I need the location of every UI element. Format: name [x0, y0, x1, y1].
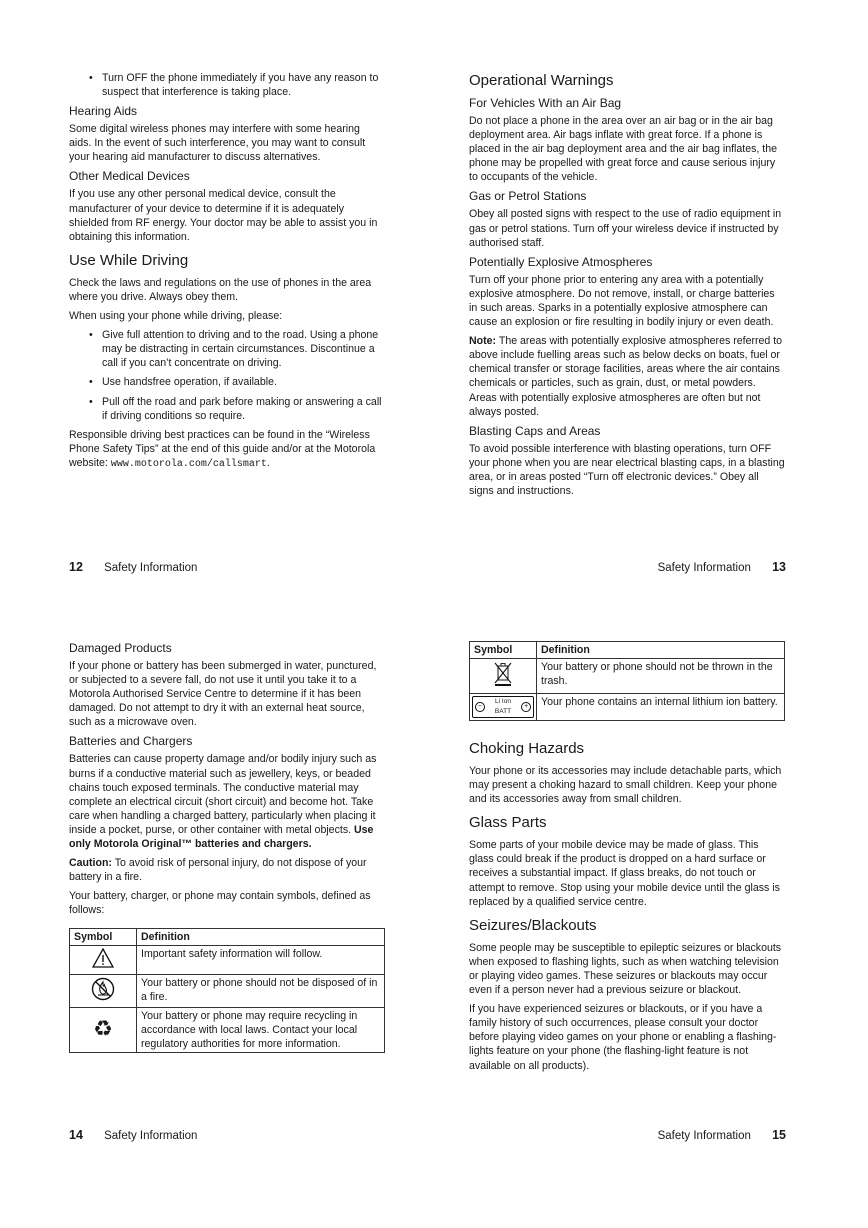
callsmart-text: Responsible driving best practices can be found in the “Wireless Phone Safety Tips” at the end of this guide and/or at the Motorola website: [69, 428, 376, 469]
paragraph: Some digital wireless phones may interfere with some hearing aids. In the event of such interference, you may want to consult your hearing aid manufacturer to discuss alternatives. [69, 123, 366, 164]
section-heading: Gas or Petrol Stations [469, 189, 587, 204]
list-item: • Turn OFF the phone immediately if you have any reason to suspect that interference is taking place. [69, 71, 385, 99]
interference-bullet-list [69, 71, 385, 99]
page-number: 15 [772, 1128, 786, 1142]
definition-cell: Important safety information will follow. [137, 945, 385, 974]
page-12-body [69, 71, 385, 477]
paragraph: Do not place a phone in the area over an air bag or in the air bag deployment area. Air bags inflate with great force. If a phone is placed in the air bag deployment area and the air bag inflates, the phone may be propelled with great force and cause serious injury to occupants of the vehicle. [469, 115, 778, 184]
section-heading: Hearing Aids [69, 104, 138, 119]
paragraph [69, 752, 385, 851]
section-heading: Potentially Explosive Atmospheres [469, 254, 653, 269]
section-heading: For Vehicles With an Air Bag [469, 96, 622, 110]
table-row [470, 694, 785, 721]
table-row [70, 945, 385, 974]
page-15-body [469, 631, 785, 1078]
symbol-cell [70, 974, 137, 1007]
paragraph: Check the laws and regulations on the use of phones in the area where you drive. Always obey them. [69, 276, 372, 303]
recycle-icon: ♻ [93, 1016, 113, 1042]
list-item: • Give full attention to driving and to the road. Using a phone may be distracting in certain circumstances. Discontinue a call if you can’t concentrate on driving. [69, 328, 385, 370]
paragraph: To avoid possible interference with blasting operations, turn OFF your phone when you are near electrical blasting caps, in a blasting area, or in areas posted “Turn off electronic devices.” Obey all signs and instructions. [469, 442, 785, 497]
section-title: Choking Hazards [469, 740, 585, 757]
no-fire-icon [91, 977, 115, 1001]
table-header-row [70, 928, 385, 945]
section-heading: Other Medical Devices [69, 169, 190, 184]
footer-label: Safety Information [657, 562, 751, 574]
paragraph: Responsible driving best practices can be found in the “Wireless Phone Safety Tips” at the end of this guide and/or at the Motorola website: www.motorola.com/callsmart. [69, 428, 376, 470]
symbol-cell [470, 659, 537, 694]
symbol-table [69, 928, 385, 1053]
section-heading: Batteries and Chargers [69, 734, 193, 749]
symbol-cell [70, 1007, 137, 1052]
paragraph: If you use any other personal medical device, consult the manufacturer of your device to determine if it is adequately shielded from RF energy. Your doctor may be able to assist you in obtaining this information. [69, 188, 378, 243]
driving-bullet-list [69, 328, 385, 423]
page-number: 14 [69, 1128, 83, 1142]
column-header-definition: Definition [537, 642, 785, 659]
list-item: • Use handsfree operation, if available. [69, 375, 385, 389]
minus-terminal-icon: − [475, 702, 485, 712]
column-header-definition: Definition [137, 928, 385, 945]
symbol-table [469, 641, 785, 721]
list-item: • Pull off the road and park before making or answering a call if driving conditions so require. [69, 395, 385, 423]
paragraph: Obey all posted signs with respect to the use of radio equipment in gas or petrol stations. Turn off your wireless device if instructed by authorised staff. [469, 208, 782, 249]
note-paragraph [469, 334, 785, 419]
batteries-bold-text: Use only Motorola Original™ batteries and chargers. [69, 823, 374, 851]
note-label: Note: [469, 335, 497, 348]
battery-label: Li Ion BATT [494, 698, 512, 715]
warning-triangle-icon [92, 948, 114, 968]
callsmart-link[interactable]: www.motorola.com/callsmart [110, 458, 267, 470]
paragraph: Your battery, charger, or phone may contain symbols, defined as follows: [69, 890, 371, 917]
batteries-text: Batteries can cause property damage and/or bodily injury such as burns if a conductive material such as jewellery, keys, or beaded chains touch exposed terminals. The conductive material may complete an electrical circuit (short circuit) and become hot. Take care when handling a charged battery, particularly when placing it inside a pocket, purse, or other container with metal objects. [69, 753, 377, 836]
table-row [70, 974, 385, 1007]
footer-label: Safety Information [104, 1130, 198, 1142]
definition-cell: Your phone contains an internal lithium ion battery. [537, 694, 785, 721]
li-ion-battery-icon [472, 696, 534, 718]
footer-label: Safety Information [104, 562, 198, 574]
paragraph: If your phone or battery has been submerged in water, punctured, or subjected to a severe fall, do not use it until you take it to a Motorola Authorised Service Centre to determine if it has been damaged. Do not attempt to dry it with an external heat source, such as a microwave oven. [69, 660, 377, 729]
definition-cell: Your battery or phone should not be thrown in the trash. [537, 659, 785, 694]
page-title: Operational Warnings [469, 72, 614, 89]
column-header-symbol: Symbol [70, 928, 137, 945]
column-header-symbol: Symbol [470, 642, 537, 659]
table-row [470, 659, 785, 694]
page-footer-15 [658, 1128, 786, 1142]
caution-text: To avoid risk of personal injury, do not dispose of your battery in a fire. [69, 857, 367, 884]
table-row [70, 1007, 385, 1052]
section-heading: Damaged Products [69, 641, 172, 655]
page-title: Use While Driving [69, 251, 189, 269]
page-14-body [69, 637, 385, 1053]
caution-paragraph [69, 856, 385, 884]
paragraph: Your phone or its accessories may include detachable parts, which may present a choking hazard to small children. Keep your phone and its accessories away from small children. [469, 765, 782, 806]
paragraph: When using your phone while driving, please: [69, 310, 283, 323]
section-title: Glass Parts [469, 814, 547, 832]
page-footer-12 [69, 560, 197, 574]
page-footer-14 [69, 1128, 197, 1142]
definition-cell: Your battery or phone should not be disposed of in a fire. [137, 974, 385, 1007]
plus-terminal-icon: + [521, 702, 531, 712]
page-footer-13 [658, 560, 786, 574]
definition-cell: Your battery or phone may require recycling in accordance with local laws. Contact your local regulatory authorities for more information. [137, 1007, 385, 1052]
table-header-row [470, 642, 785, 659]
symbol-cell [70, 945, 137, 974]
section-heading: Blasting Caps and Areas [469, 423, 601, 438]
caution-label: Caution: [69, 857, 112, 870]
page-number: 12 [69, 560, 83, 574]
symbol-cell [470, 694, 537, 721]
page-13-body [469, 64, 785, 503]
paragraph: Some people may be susceptible to epileptic seizures or blackouts when exposed to flashing lights, such as when watching television or playing video games. These seizures or blackouts may occur even if a person never had a previous seizure or blackout. [469, 941, 782, 997]
crossed-bin-icon [492, 661, 514, 687]
note-text: The areas with potentially explosive atmospheres referred to above include fuelling areas such as below decks on boats, fuel or chemical transfer or storage facilities, areas where the air contains chemicals or particles, such as grain, dust, or metal powders. Areas with potentially explosive atmospheres are often but not always posted. [469, 335, 783, 418]
paragraph: Turn off your phone prior to entering any area with a potentially explosive atmosphere. Do not remove, install, or charge batteries in such areas. Sparks in a potentially explosive atmosphere can cause an explosion or fire resulting in bodily injury or even death. [469, 273, 775, 329]
section-title: Seizures/Blackouts [469, 916, 597, 934]
footer-label: Safety Information [657, 1130, 751, 1142]
paragraph: If you have experienced seizures or blackouts, or if you have a family history of such occurrences, please consult your doctor before playing video games on your phone or enabling a flashing-lights feature on your phone (the flashing-light feature is not available on all products). [469, 1003, 777, 1072]
paragraph: Some parts of your mobile device may be made of glass. This glass could break if the product is dropped on a hard surface or receives a substantial impact. If glass breaks, do not touch or attempt to remove. Stop using your mobile device until the glass is replaced by a qualified service centre. [469, 839, 780, 908]
page-number: 13 [772, 560, 786, 574]
